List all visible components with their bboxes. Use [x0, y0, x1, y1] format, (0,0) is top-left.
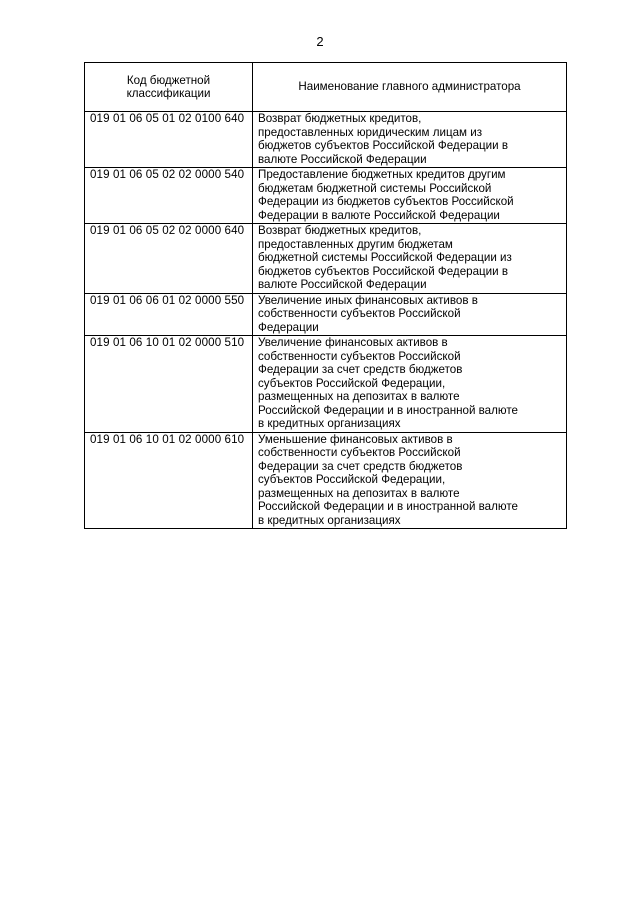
row-name: Увеличение иных финансовых активов в собственности субъектов Российской Федерации [253, 293, 567, 336]
row-name: Возврат бюджетных кредитов, предоставленных юридическим лицам из бюджетов субъектов Российской Федерации в валюте Российской Федерации [253, 112, 567, 168]
row-code: 019 01 06 05 02 02 0000 540 [85, 168, 253, 224]
row-name: Предоставление бюджетных кредитов другим бюджетам бюджетной системы Российской Федерации из бюджетов субъектов Российской Федерации в валюте Российской Федерации [253, 168, 567, 224]
row-code: 019 01 06 06 01 02 0000 550 [85, 293, 253, 336]
table-row [85, 224, 567, 294]
table-row [85, 168, 567, 224]
row-code: 019 01 06 05 01 02 0100 640 [85, 112, 253, 168]
row-code: 019 01 06 10 01 02 0000 610 [85, 432, 253, 529]
row-code: 019 01 06 10 01 02 0000 510 [85, 336, 253, 433]
table-header-row [85, 63, 567, 112]
header-code: Код бюджетной классификации [85, 63, 253, 112]
row-name: Увеличение финансовых активов в собственности субъектов Российской Федерации за счет средств бюджетов субъектов Российской Федерации, размещенных на депозитах в валюте Российской Федерации и в иностранной валюте в кредитных организациях [253, 336, 567, 433]
table-row [85, 112, 567, 168]
table-row [85, 293, 567, 336]
table-row [85, 432, 567, 529]
header-name: Наименование главного администратора [253, 63, 567, 112]
row-name: Возврат бюджетных кредитов, предоставленных другим бюджетам бюджетной системы Российской Федерации из бюджетов субъектов Российской Федерации в валюте Российской Федерации [253, 224, 567, 294]
budget-classification-table [84, 62, 567, 529]
row-name: Уменьшение финансовых активов в собственности субъектов Российской Федерации за счет средств бюджетов субъектов Российской Федерации, размещенных на депозитах в валюте Российской Федерации и в иностранной валюте в кредитных организациях [253, 432, 567, 529]
page-number: 2 [316, 34, 324, 49]
table-row [85, 336, 567, 433]
row-code: 019 01 06 05 02 02 0000 640 [85, 224, 253, 294]
